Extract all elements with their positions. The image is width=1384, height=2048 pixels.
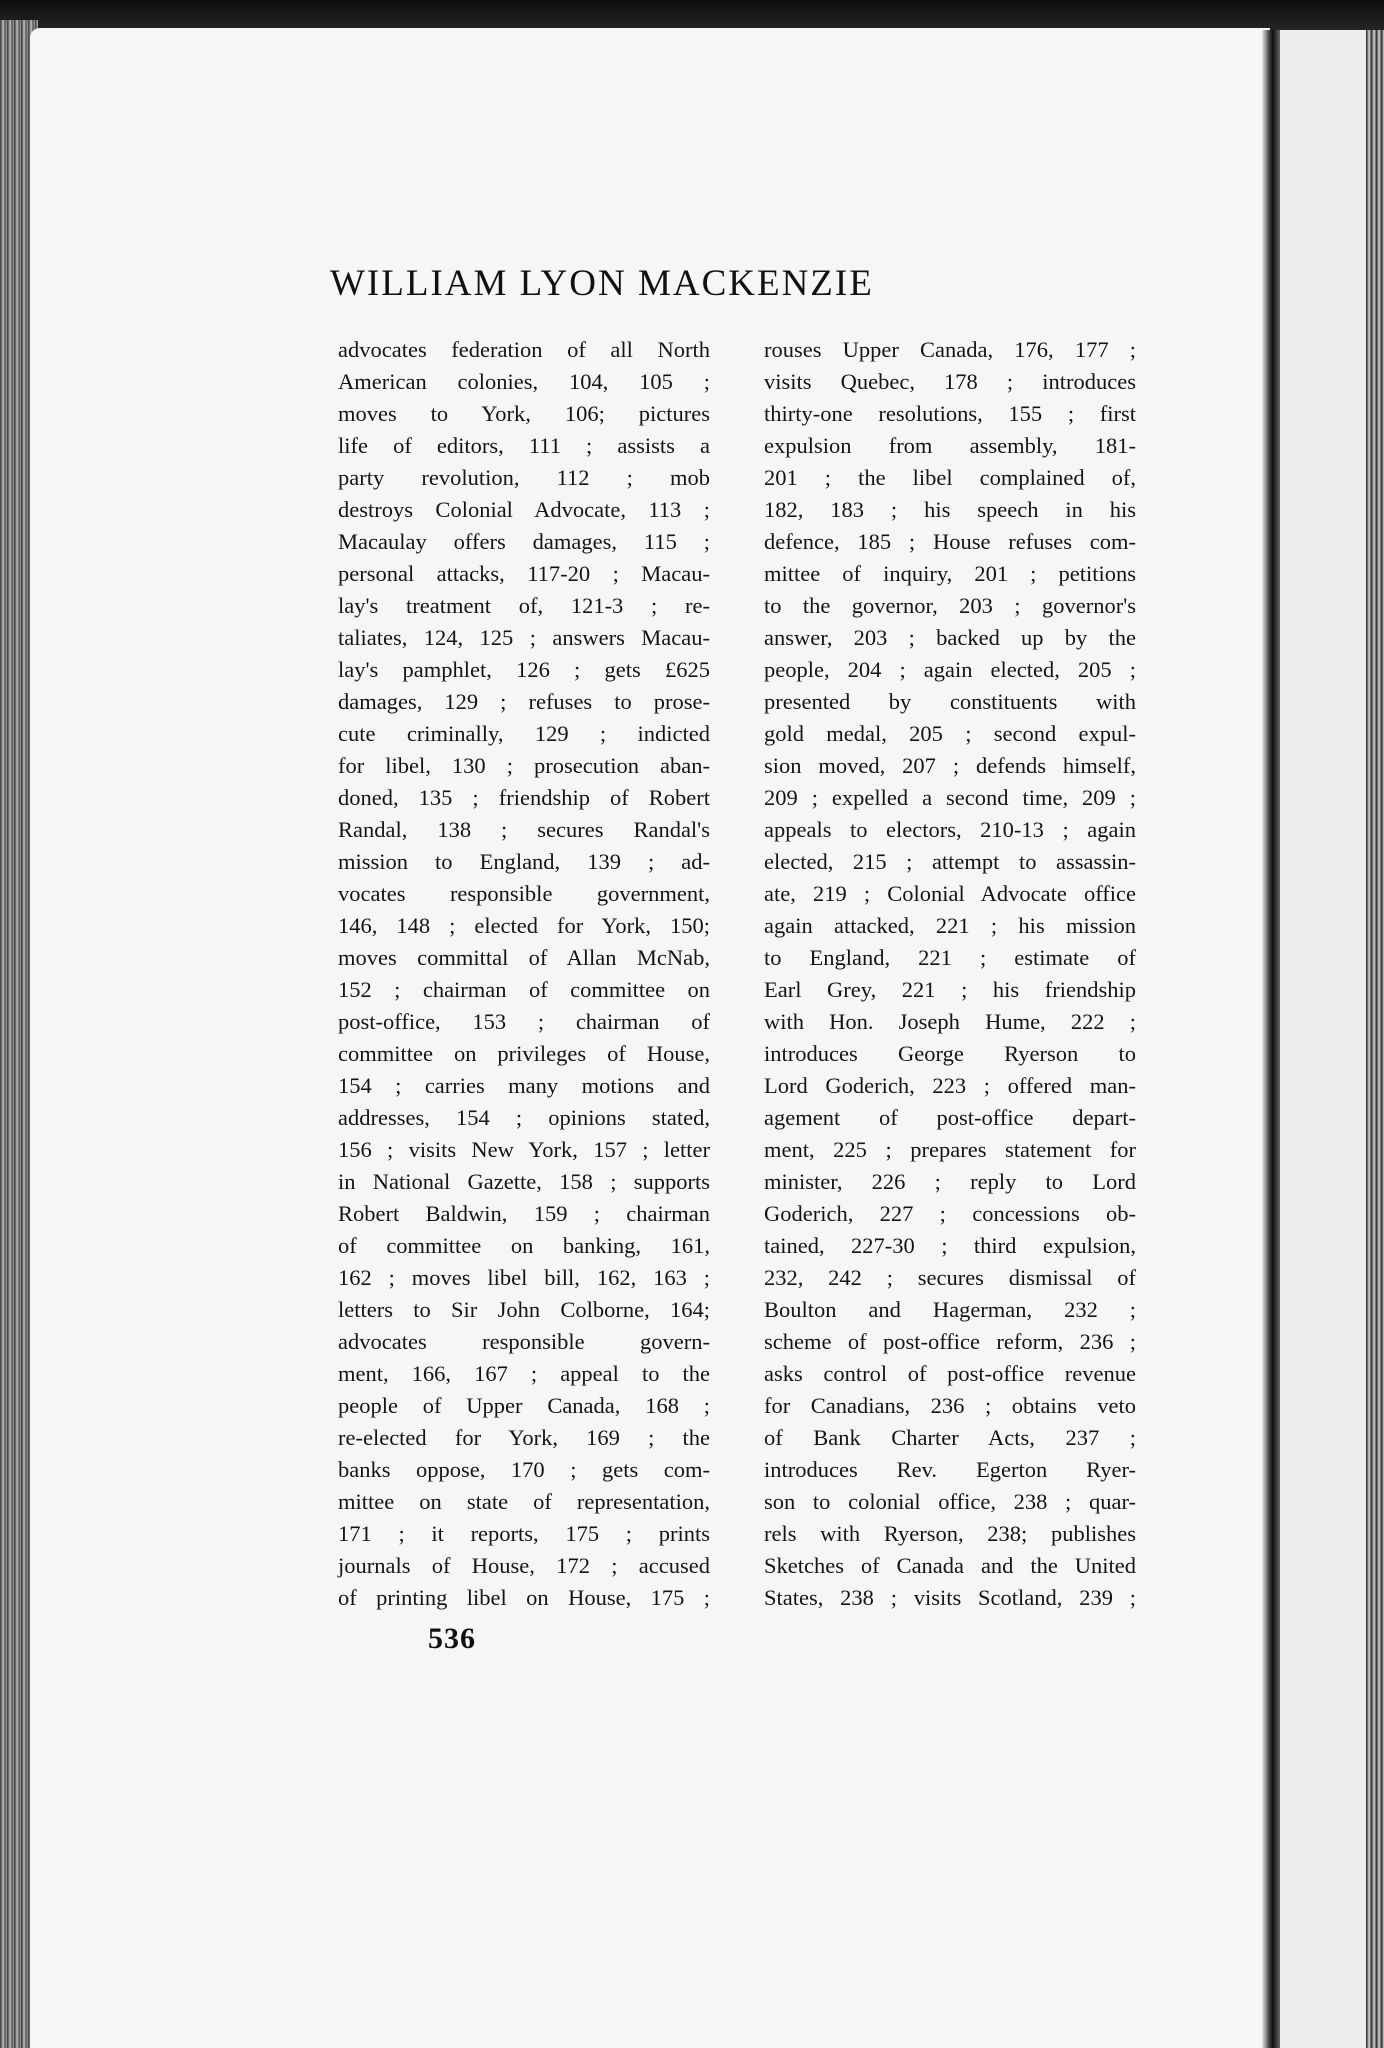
index-line: letters to Sir John Colborne, 164;: [338, 1297, 710, 1322]
index-line: advocates federation of all North: [338, 337, 710, 362]
index-line: of committee on banking, 161,: [338, 1233, 710, 1258]
index-line: mittee of inquiry, 201 ; petitions: [764, 561, 1136, 586]
index-line: personal attacks, 117-20 ; Macau-: [338, 561, 710, 586]
index-line: minister, 226 ; reply to Lord: [764, 1169, 1136, 1194]
index-line: rels with Ryerson, 238; publishes: [764, 1521, 1136, 1546]
index-line: people, 204 ; again elected, 205 ;: [764, 657, 1136, 682]
index-line: to the governor, 203 ; governor's: [764, 593, 1136, 618]
index-line: in National Gazette, 158 ; supports: [338, 1169, 710, 1194]
index-line: advocates responsible govern-: [338, 1329, 710, 1354]
book-gutter: [1262, 30, 1280, 2048]
index-line: visits Quebec, 178 ; introduces: [764, 369, 1136, 394]
index-column-left: [338, 334, 710, 1614]
index-line: of Bank Charter Acts, 237 ;: [764, 1425, 1136, 1450]
index-line: Goderich, 227 ; concessions ob-: [764, 1201, 1136, 1226]
index-line: lay's treatment of, 121-3 ; re-: [338, 593, 710, 618]
index-line: doned, 135 ; friendship of Robert: [338, 785, 710, 810]
index-line: thirty-one resolutions, 155 ; first: [764, 401, 1136, 426]
index-line: moves committal of Allan McNab,: [338, 945, 710, 970]
index-line: with Hon. Joseph Hume, 222 ;: [764, 1009, 1136, 1034]
index-line: defence, 185 ; House refuses com-: [764, 529, 1136, 554]
index-line: party revolution, 112 ; mob: [338, 465, 710, 490]
index-line: destroys Colonial Advocate, 113 ;: [338, 497, 710, 522]
index-line: banks oppose, 170 ; gets com-: [338, 1457, 710, 1482]
index-line: 162 ; moves libel bill, 162, 163 ;: [338, 1265, 710, 1290]
index-line: for libel, 130 ; prosecution aban-: [338, 753, 710, 778]
index-line: sion moved, 207 ; defends himself,: [764, 753, 1136, 778]
index-line: 232, 242 ; secures dismissal of: [764, 1265, 1136, 1290]
index-line: damages, 129 ; refuses to prose-: [338, 689, 710, 714]
index-line: again attacked, 221 ; his mission: [764, 913, 1136, 938]
running-head: WILLIAM LYON MACKENZIE: [330, 263, 874, 304]
index-line: journals of House, 172 ; accused: [338, 1553, 710, 1578]
index-line: American colonies, 104, 105 ;: [338, 369, 710, 394]
index-line: answer, 203 ; backed up by the: [764, 625, 1136, 650]
index-line: Robert Baldwin, 159 ; chairman: [338, 1201, 710, 1226]
index-line: gold medal, 205 ; second expul-: [764, 721, 1136, 746]
index-line: 146, 148 ; elected for York, 150;: [338, 913, 710, 938]
index-line: Earl Grey, 221 ; his friendship: [764, 977, 1136, 1002]
index-line: 209 ; expelled a second time, 209 ;: [764, 785, 1136, 810]
index-line: cute criminally, 129 ; indicted: [338, 721, 710, 746]
index-line: introduces Rev. Egerton Ryer-: [764, 1457, 1136, 1482]
index-line: agement of post-office depart-: [764, 1105, 1136, 1130]
index-line: re-elected for York, 169 ; the: [338, 1425, 710, 1450]
index-line: Macaulay offers damages, 115 ;: [338, 529, 710, 554]
index-line: expulsion from assembly, 181-: [764, 433, 1136, 458]
index-line: ate, 219 ; Colonial Advocate office: [764, 881, 1136, 906]
index-line: ment, 225 ; prepares statement for: [764, 1137, 1136, 1162]
index-line: post-office, 153 ; chairman of: [338, 1009, 710, 1034]
index-line: presented by constituents with: [764, 689, 1136, 714]
page-number: 536: [428, 1622, 476, 1655]
index-line: 201 ; the libel complained of,: [764, 465, 1136, 490]
index-line: Sketches of Canada and the United: [764, 1553, 1136, 1578]
index-line: for Canadians, 236 ; obtains veto: [764, 1393, 1136, 1418]
index-line: of printing libel on House, 175 ;: [338, 1585, 710, 1610]
index-line: 171 ; it reports, 175 ; prints: [338, 1521, 710, 1546]
index-line: 182, 183 ; his speech in his: [764, 497, 1136, 522]
index-line: States, 238 ; visits Scotland, 239 ;: [764, 1585, 1136, 1610]
index-line: Lord Goderich, 223 ; offered man-: [764, 1073, 1136, 1098]
index-line: mittee on state of representation,: [338, 1489, 710, 1514]
index-line: people of Upper Canada, 168 ;: [338, 1393, 710, 1418]
index-line: Boulton and Hagerman, 232 ;: [764, 1297, 1136, 1322]
index-line: Randal, 138 ; secures Randal's: [338, 817, 710, 842]
index-line: tained, 227-30 ; third expulsion,: [764, 1233, 1136, 1258]
index-line: 156 ; visits New York, 157 ; letter: [338, 1137, 710, 1162]
index-line: rouses Upper Canada, 176, 177 ;: [764, 337, 1136, 362]
index-column-right: [764, 334, 1136, 1614]
index-line: asks control of post-office revenue: [764, 1361, 1136, 1386]
index-line: 152 ; chairman of committee on: [338, 977, 710, 1002]
index-line: mission to England, 139 ; ad-: [338, 849, 710, 874]
index-line: vocates responsible government,: [338, 881, 710, 906]
index-line: moves to York, 106; pictures: [338, 401, 710, 426]
index-line: lay's pamphlet, 126 ; gets £625: [338, 657, 710, 682]
index-line: ment, 166, 167 ; appeal to the: [338, 1361, 710, 1386]
index-line: appeals to electors, 210-13 ; again: [764, 817, 1136, 842]
index-line: to England, 221 ; estimate of: [764, 945, 1136, 970]
index-line: elected, 215 ; attempt to assassin-: [764, 849, 1136, 874]
index-line: taliates, 124, 125 ; answers Macau-: [338, 625, 710, 650]
index-line: committee on privileges of House,: [338, 1041, 710, 1066]
index-line: addresses, 154 ; opinions stated,: [338, 1105, 710, 1130]
book-page-edges-right: [1366, 30, 1384, 2048]
index-line: life of editors, 111 ; assists a: [338, 433, 710, 458]
index-line: 154 ; carries many motions and: [338, 1073, 710, 1098]
index-line: scheme of post-office reform, 236 ;: [764, 1329, 1136, 1354]
index-line: son to colonial office, 238 ; quar-: [764, 1489, 1136, 1514]
index-line: introduces George Ryerson to: [764, 1041, 1136, 1066]
